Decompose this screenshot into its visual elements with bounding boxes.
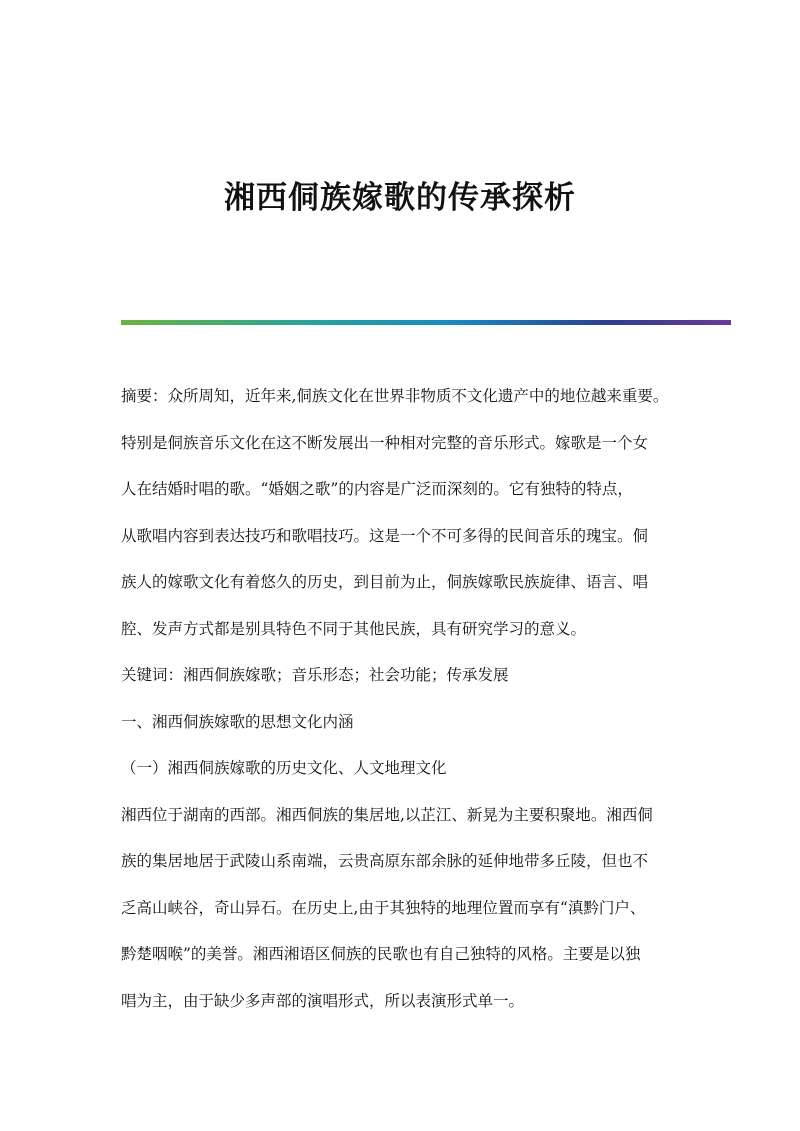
document-title: 湘西侗族嫁歌的传承探析 <box>224 180 576 216</box>
abstract <box>121 384 721 641</box>
body-line: 乏高山峡谷，奇山异石。在历史上,由于其独特的地理位置而享有“滇黔门户、 <box>121 898 646 917</box>
keywords: 关键词：湘西侗族嫁歌；音乐形态；社会功能；传承发展 <box>121 666 509 684</box>
abstract-line: 从歌唱内容到表达技巧和歌唱技巧。这是一个不可多得的民间音乐的瑰宝。侗 <box>121 526 649 545</box>
body-line: 湘西位于湖南的西部。湘西侗族的集居地,以芷江、新晃为主要积聚地。湘西侗 <box>121 805 653 824</box>
abstract-line: 族人的嫁歌文化有着悠久的历史，到目前为止，侗族嫁歌民族旋律、语言、唱 <box>121 573 649 591</box>
body-line: 族的集居地居于武陵山系南端，云贵高原东部余脉的延伸地带多丘陵，但也不 <box>121 852 649 870</box>
body-line: 黔楚咽喉”的美誉。湘西湘语区侗族的民歌也有自己独特的风格。主要是以独 <box>121 945 641 963</box>
subsection-heading: （一）湘西侗族嫁歌的历史文化、人文地理文化 <box>121 759 447 777</box>
body-paragraph <box>121 803 721 1013</box>
abstract-line: 人在结婚时唱的歌。“婚姻之歌”的内容是广泛而深刻的。它有独特的特点， <box>121 480 633 498</box>
document-body <box>121 384 721 1035</box>
section-heading: 一、湘西侗族嫁歌的思想文化内涵 <box>121 712 354 731</box>
abstract-line: 特别是侗族音乐文化在这不断发展出一种相对完整的音乐形式。嫁歌是一个女 <box>121 433 649 452</box>
abstract-line: 摘要：众所周知，近年来,侗族文化在世界非物质不文化遗产中的地位越来重要。 <box>121 387 669 405</box>
body-line: 唱为主，由于缺少多声部的演唱形式，所以表演形式单一。 <box>121 991 525 1010</box>
abstract-line: 腔、发声方式都是别具特色不同于其他民族，具有研究学习的意义。 <box>121 619 587 638</box>
title-divider <box>121 320 731 325</box>
